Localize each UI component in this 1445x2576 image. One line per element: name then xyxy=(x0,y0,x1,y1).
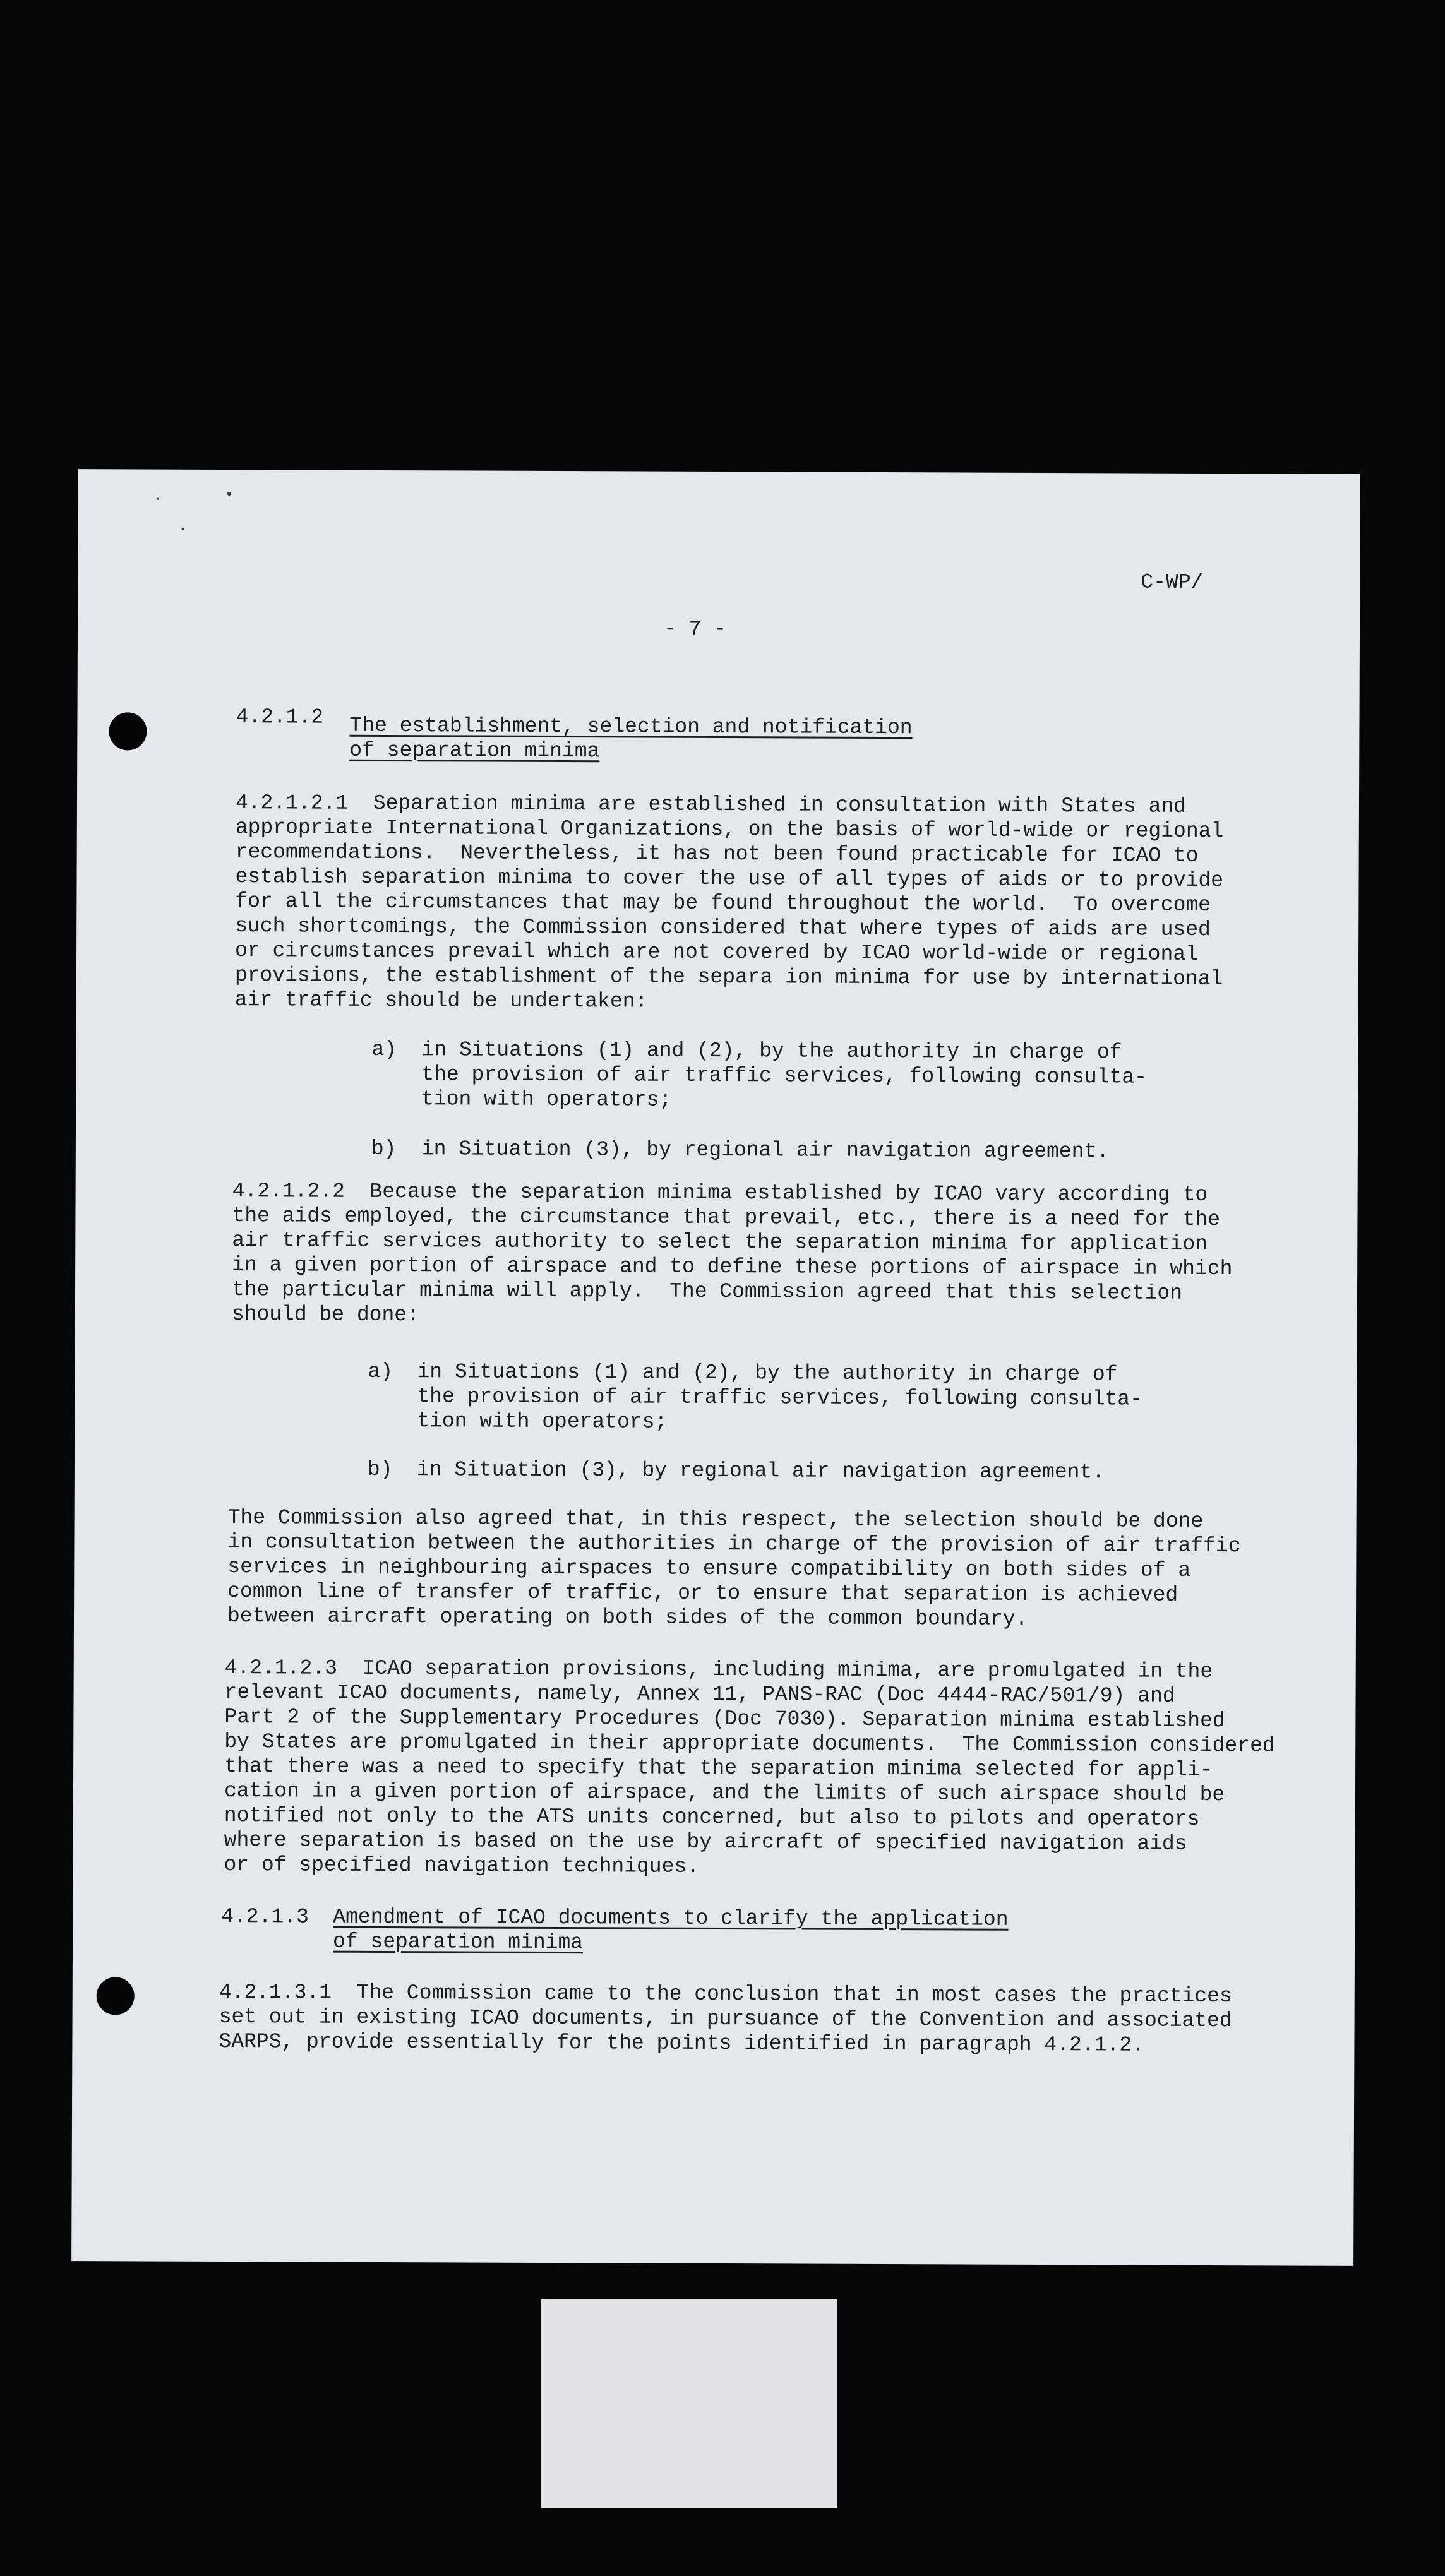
section-heading-line: of separation minima xyxy=(332,1929,584,1955)
list-item-line: in Situation (3), by regional air navigation agreement. xyxy=(416,1458,1105,1484)
paragraph-line: appropriate International Organizations, on the basis of world-wide or regional xyxy=(235,816,1224,844)
paragraph-line: The Commission also agreed that, in this respect, the selection should be done xyxy=(227,1506,1204,1533)
paragraph-line: or of specified navigation techniques. xyxy=(224,1853,700,1878)
paragraph-line: 4.2.1.2.2 Because the separation minima established by ICAO vary according to xyxy=(232,1179,1208,1207)
paragraph-line: Part 2 of the Supplementary Procedures (Doc 7030). Separation minima established xyxy=(224,1705,1225,1733)
paragraph-line: air traffic should be undertaken: xyxy=(234,988,648,1013)
list-item-line: tion with operators; xyxy=(417,1409,668,1434)
list-item-line: in Situations (1) and (2), by the authority in charge of xyxy=(421,1038,1122,1064)
document-reference: C-WP/ xyxy=(1141,570,1204,594)
paragraph-line: 4.2.1.2.3 ICAO separation provisions, including minima, are promulgated in the xyxy=(224,1656,1213,1684)
list-item-line: tion with operators; xyxy=(421,1087,672,1112)
paragraph-line: notified not only to the ATS units concerned, but also to pilots and operators xyxy=(224,1804,1200,1831)
paragraph-line: SARPS, provide essentially for the points identified in paragraph 4.2.1.2. xyxy=(219,2029,1144,2057)
list-item-line: in Situation (3), by regional air navigation agreement. xyxy=(421,1137,1110,1164)
paragraph-line: establish separation minima to cover the use of all types of aids or to provide xyxy=(235,865,1224,893)
paragraph-line: in consultation between the authorities in charge of the provision of air traffic xyxy=(227,1530,1241,1558)
page-number: - 7 - xyxy=(663,617,727,641)
paragraph-line: by States are promulgated in their appropriate documents. The Commission considered xyxy=(224,1730,1275,1758)
punch-hole-icon xyxy=(109,712,147,750)
section-heading-line: The establishment, selection and notification xyxy=(349,713,913,740)
paper-speck xyxy=(182,528,184,530)
paragraph-line: provisions, the establishment of the separa ion minima for use by international xyxy=(234,963,1223,991)
section-number: 4.2.1.2 xyxy=(236,705,324,729)
blank-label xyxy=(541,2299,837,2508)
list-item-line: the provision of air traffic services, following consulta- xyxy=(421,1063,1147,1089)
paragraph-line: between aircraft operating on both sides of the common boundary. xyxy=(227,1604,1028,1631)
list-marker: b) xyxy=(367,1457,393,1482)
paragraph-line: cation in a given portion of airspace, and the limits of such airspace should be xyxy=(224,1779,1225,1807)
section-number: 4.2.1.3 xyxy=(221,1904,309,1929)
paragraph-line: the aids employed, the circumstance that prevail, etc., there is a need for the xyxy=(232,1204,1220,1232)
list-marker: a) xyxy=(371,1037,397,1062)
paragraph-line: the particular minima will apply. The Commission agreed that this selection xyxy=(231,1278,1183,1305)
paper-speck xyxy=(227,492,231,496)
paragraph-line: relevant ICAO documents, namely, Annex 11, PANS-RAC (Doc 4444-RAC/501/9) and xyxy=(224,1681,1175,1708)
paragraph-line: for all the circumstances that may be found throughout the world. To overcome xyxy=(235,890,1211,917)
paragraph-line: recommendations. Nevertheless, it has not been found practicable for ICAO to xyxy=(235,840,1199,868)
list-item-line: the provision of air traffic services, following consulta- xyxy=(417,1385,1143,1411)
paragraph-line: set out in existing ICAO documents, in pursuance of the Convention and associated xyxy=(219,2005,1232,2033)
paragraph-line: should be done: xyxy=(231,1303,420,1327)
list-marker: b) xyxy=(371,1136,397,1161)
paragraph-line: common line of transfer of traffic, or to ensure that separation is achieved xyxy=(227,1580,1178,1607)
paragraph-line: 4.2.1.3.1 The Commission came to the conclusion that in most cases the practices xyxy=(219,1980,1232,2008)
section-heading-line: Amendment of ICAO documents to clarify the application xyxy=(333,1905,1009,1931)
document-page xyxy=(71,469,1360,2266)
paragraph-line: air traffic services authority to select the separation minima for application xyxy=(232,1229,1208,1256)
paragraph-line: or circumstances prevail which are not covered by ICAO world-wide or regional xyxy=(235,939,1199,966)
section-heading-line: of separation minima xyxy=(349,738,600,763)
paragraph-line: that there was a need to specify that the separation minima selected for appli- xyxy=(224,1755,1213,1782)
paragraph-line: where separation is based on the use by aircraft of specified navigation aids xyxy=(224,1828,1187,1856)
paper-speck xyxy=(157,498,159,500)
paragraph-line: in a given portion of airspace and to define these portions of airspace in which xyxy=(232,1253,1233,1281)
paragraph-line: services in neighbouring airspaces to ensure compatibility on both sides of a xyxy=(227,1555,1191,1582)
list-item-line: in Situations (1) and (2), by the authority in charge of xyxy=(417,1360,1118,1386)
paragraph-line: 4.2.1.2.1 Separation minima are established in consultation with States and xyxy=(235,791,1187,818)
punch-hole-icon xyxy=(97,1977,135,2015)
list-marker: a) xyxy=(368,1359,393,1384)
paragraph-line: such shortcomings, the Commission considered that where types of aids are used xyxy=(235,914,1211,941)
